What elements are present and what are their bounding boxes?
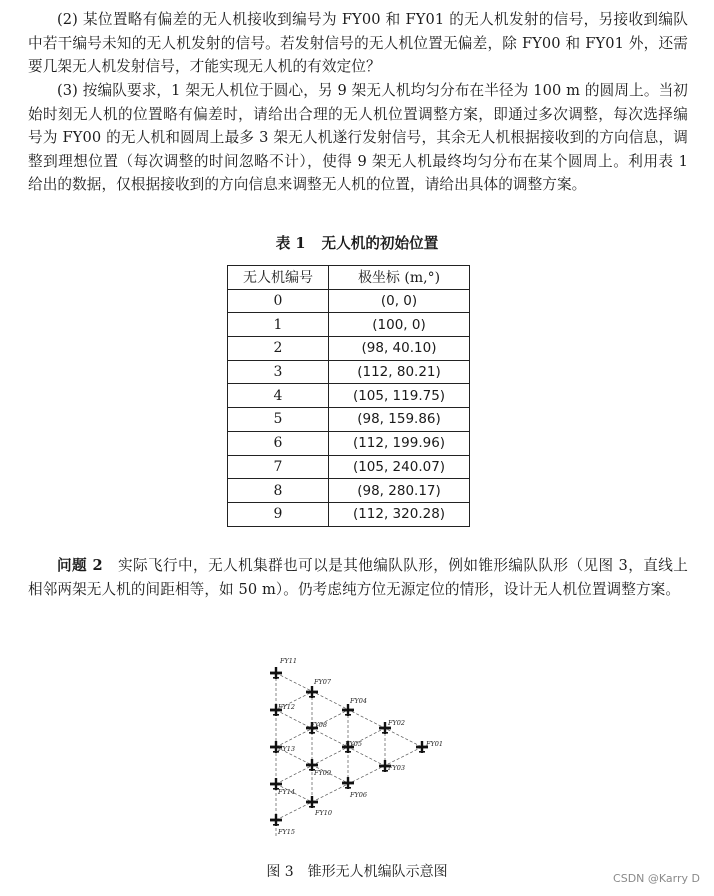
label-fy14: FY14	[278, 788, 296, 796]
label-fy08: FY08	[310, 721, 328, 729]
label-fy11: FY11	[280, 657, 298, 665]
table-row	[228, 408, 470, 432]
question-2-text: 实际飞行中，无人机集群也可以是其他编队队形，例如锥形编队队形（见图 3，直线上相邻两架无人机的间距相等，如 50 m）。仍考虑纯方位无源定位的情形，设计无人机位置调整方案。	[28, 557, 689, 598]
label-fy06: FY06	[350, 791, 368, 799]
question-2-label: 问题 2	[57, 557, 103, 574]
initial-position-table	[227, 265, 470, 527]
cell-id: 8	[228, 479, 329, 503]
table-title-text: 无人机的初始位置	[321, 235, 439, 252]
figure-caption	[0, 861, 714, 881]
table-number: 表 1	[275, 235, 306, 252]
drone-fy06-icon	[342, 777, 354, 789]
label-fy09: FY09	[314, 769, 332, 777]
figure-title: 锥形无人机编队示意图	[307, 864, 448, 880]
label-fy15: FY15	[278, 828, 296, 836]
label-fy13: FY13	[278, 745, 296, 753]
table-row	[228, 502, 470, 526]
label-fy04: FY04	[350, 697, 368, 705]
cell-coord: (100, 0)	[329, 313, 470, 337]
cell-id: 6	[228, 431, 329, 455]
paragraph-question-1-2: (2) 某位置略有偏差的无人机接收到编号为 FY00 和 FY01 的无人机发射的信号，另接收到编队中若干编号未知的无人机发射的信号。若发射信号的无人机位置无偏差，除 FY00 和 FY01 外，还需要几架无人机发射信号，才能实现无人机的有效定位？	[28, 11, 688, 75]
cell-coord: (98, 40.10)	[329, 337, 470, 361]
cell-id: 1	[228, 313, 329, 337]
drone-fy11-icon	[270, 667, 282, 679]
label-fy05: FY05	[345, 740, 363, 748]
table-row	[228, 313, 470, 337]
cell-id: 4	[228, 384, 329, 408]
table-row	[228, 360, 470, 384]
table-row	[228, 431, 470, 455]
label-fy12: FY12	[278, 703, 296, 711]
cell-coord: (112, 199.96)	[329, 431, 470, 455]
table-row	[228, 384, 470, 408]
cone-formation-diagram	[258, 652, 458, 852]
table-header-row	[228, 266, 470, 290]
drone-fy04-icon	[342, 704, 354, 716]
label-fy01: FY01	[426, 740, 444, 748]
table-row	[228, 479, 470, 503]
header-drone-id: 无人机编号	[228, 266, 329, 290]
label-fy02: FY02	[388, 719, 406, 727]
formation-grid-lines	[276, 673, 422, 837]
cell-id: 5	[228, 408, 329, 432]
cell-id: 0	[228, 289, 329, 313]
cell-coord: (0, 0)	[329, 289, 470, 313]
cell-coord: (105, 240.07)	[329, 455, 470, 479]
label-fy07: FY07	[314, 678, 332, 686]
label-fy03: FY03	[388, 764, 406, 772]
label-fy10: FY10	[315, 809, 333, 817]
cell-coord: (112, 320.28)	[329, 502, 470, 526]
cell-id: 9	[228, 502, 329, 526]
watermark: CSDN @Karry D	[613, 872, 700, 885]
cell-coord: (98, 159.86)	[329, 408, 470, 432]
header-polar-coordinate: 极坐标 (m,°)	[329, 266, 470, 290]
cell-coord: (105, 119.75)	[329, 384, 470, 408]
table-row	[228, 337, 470, 361]
cell-id: 3	[228, 360, 329, 384]
cell-id: 2	[228, 337, 329, 361]
paragraph-question-2	[28, 554, 688, 601]
drone-fy10-icon	[306, 796, 318, 808]
drone-fy15-icon	[270, 814, 282, 826]
cell-coord: (112, 80.21)	[329, 360, 470, 384]
cell-coord: (98, 280.17)	[329, 479, 470, 503]
paragraph-question-1-3: (3) 按编队要求，1 架无人机位于圆心，另 9 架无人机均匀分布在半径为 100 m 的圆周上。当初始时刻无人机的位置略有偏差时，请给出合理的无人机位置调整方案，即通过多次调整，每次选择编号为 FY00 的无人机和圆周上最多 3 架无人机遂行发射信号，其余无人机根据接收到的方向信息，调整到理想位置（每次调整的时间忽略不计），使得 9 架无人机最终均匀分布在某个圆周上。利用表 1 给出的数据，仅根据接收到的方向信息来调整无人机的位置，请给出具体的调整方案。	[28, 82, 688, 193]
drone-fy07-icon	[306, 686, 318, 698]
table-row	[228, 455, 470, 479]
table-row	[228, 289, 470, 313]
table-title	[0, 232, 714, 253]
cell-id: 7	[228, 455, 329, 479]
figure-number: 图 3	[266, 864, 294, 880]
